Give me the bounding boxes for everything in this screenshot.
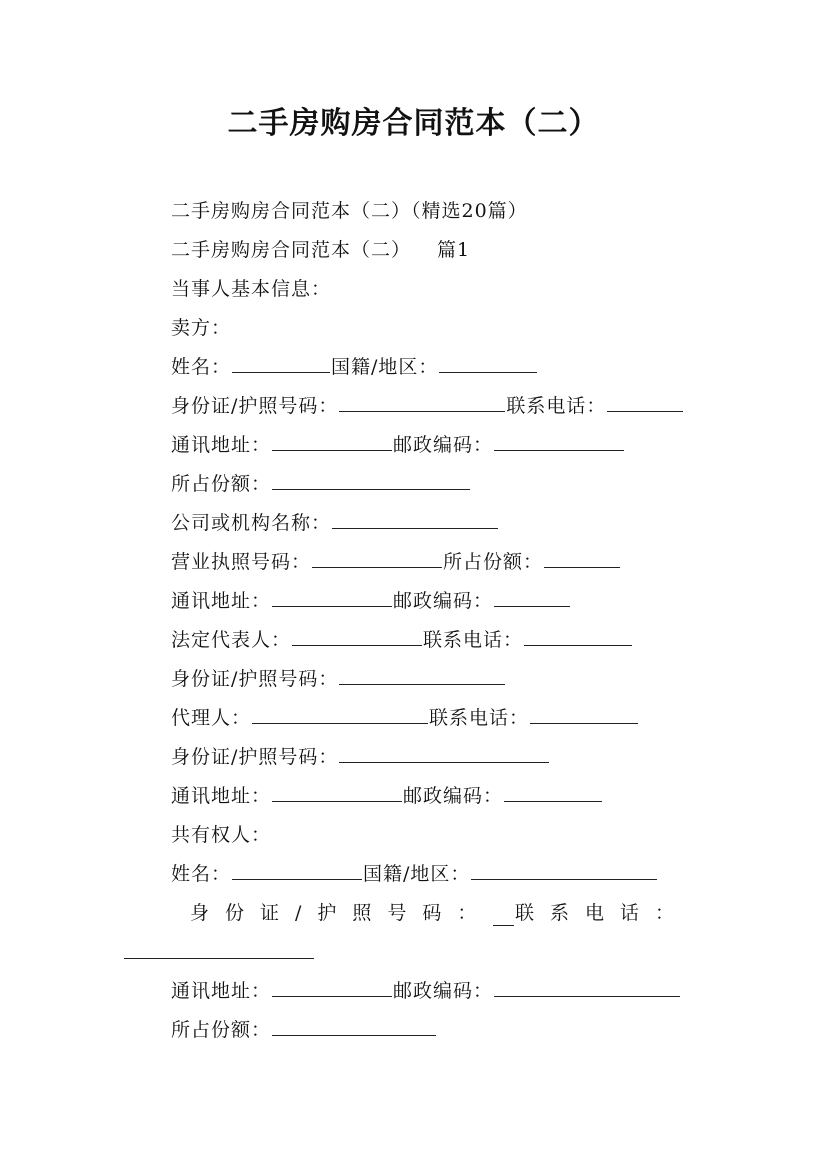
- agent-blank[interactable]: [252, 705, 428, 724]
- phone-blank[interactable]: [530, 705, 638, 724]
- share-blank[interactable]: [272, 471, 470, 490]
- license-row: [171, 549, 621, 575]
- company-blank[interactable]: [332, 510, 498, 529]
- address-blank[interactable]: [272, 978, 392, 997]
- phone-label: 联系电话：: [429, 707, 530, 729]
- seller-address-row: [171, 432, 625, 458]
- postcode-blank[interactable]: [494, 432, 624, 451]
- id-label: 身份证/护照号码：: [171, 395, 339, 417]
- license-label: 营业执照号码：: [171, 551, 312, 573]
- id-blank[interactable]: [339, 393, 505, 412]
- co-owner-id-row: [190, 900, 690, 926]
- parties-info-label: 当事人基本信息：: [171, 278, 332, 300]
- seller-share-row: [171, 471, 471, 497]
- seller-name-row: [171, 354, 538, 380]
- nationality-label: 国籍/地区：: [363, 863, 471, 885]
- seller-label: 卖方：: [171, 317, 232, 339]
- nationality-label: 国籍/地区：: [331, 356, 439, 378]
- id-label: 身份证/护照号码：: [171, 746, 339, 768]
- legal-rep-row: [171, 627, 633, 653]
- postcode-label: 邮政编码：: [393, 590, 494, 612]
- address-label: 通讯地址：: [171, 980, 272, 1002]
- address-label: 通讯地址：: [171, 434, 272, 456]
- postcode-blank[interactable]: [494, 588, 570, 607]
- address-blank[interactable]: [272, 432, 392, 451]
- agent-row: [171, 705, 639, 731]
- name-label: 姓名：: [171, 356, 232, 378]
- address-label: 通讯地址：: [171, 590, 272, 612]
- share-blank[interactable]: [272, 1017, 436, 1036]
- name-blank[interactable]: [232, 354, 330, 373]
- document-subtitle: 二手房购房合同范本（二）（精选20篇）: [171, 200, 528, 222]
- co-owner-name-row: [171, 861, 658, 887]
- share-blank[interactable]: [544, 549, 620, 568]
- license-blank[interactable]: [312, 549, 442, 568]
- id-label: 身份证/护照号码：: [171, 668, 339, 690]
- co-owner-share-row: [171, 1017, 437, 1043]
- company-label: 公司或机构名称：: [171, 512, 332, 534]
- legal-rep-blank[interactable]: [292, 627, 422, 646]
- id-blank[interactable]: [493, 907, 514, 926]
- agent-id-row: [171, 744, 550, 770]
- co-owner-label: 共有权人：: [171, 824, 272, 846]
- postcode-label: 邮政编码：: [393, 434, 494, 456]
- postcode-blank[interactable]: [504, 783, 602, 802]
- id-label: 身份证/护照号码：: [190, 902, 493, 924]
- seller-id-row: [171, 393, 684, 419]
- phone-label: 联系电话：: [423, 629, 524, 651]
- section-heading-text: 二手房购房合同范本（二）: [171, 239, 412, 261]
- company-address-row: [171, 588, 571, 614]
- agent-label: 代理人：: [171, 707, 252, 729]
- postcode-label: 邮政编码：: [403, 785, 504, 807]
- phone-blank[interactable]: [124, 958, 314, 959]
- share-label: 所占份额：: [443, 551, 544, 573]
- phone-blank[interactable]: [524, 627, 632, 646]
- id-blank[interactable]: [339, 666, 505, 685]
- address-blank[interactable]: [272, 588, 392, 607]
- co-owner-address-row: [171, 978, 681, 1004]
- postcode-label: 邮政编码：: [393, 980, 494, 1002]
- phone-label: 联系电话：: [514, 902, 690, 924]
- name-label: 姓名：: [171, 863, 232, 885]
- name-blank[interactable]: [232, 861, 362, 880]
- address-label: 通讯地址：: [171, 785, 272, 807]
- phone-blank[interactable]: [607, 393, 683, 412]
- company-row: [171, 510, 499, 536]
- address-blank[interactable]: [272, 783, 402, 802]
- postcode-blank[interactable]: [494, 978, 680, 997]
- legal-rep-label: 法定代表人：: [171, 629, 292, 651]
- nationality-blank[interactable]: [471, 861, 657, 880]
- share-label: 所占份额：: [171, 1019, 272, 1041]
- section-heading: [171, 237, 470, 263]
- agent-address-row: [171, 783, 603, 809]
- id-blank[interactable]: [339, 744, 549, 763]
- nationality-blank[interactable]: [439, 354, 537, 373]
- section-number: 篇1: [437, 239, 471, 261]
- legal-rep-id-row: [171, 666, 506, 692]
- share-label: 所占份额：: [171, 473, 272, 495]
- phone-label: 联系电话：: [506, 395, 607, 417]
- document-title: 二手房购房合同范本（二）: [227, 106, 600, 141]
